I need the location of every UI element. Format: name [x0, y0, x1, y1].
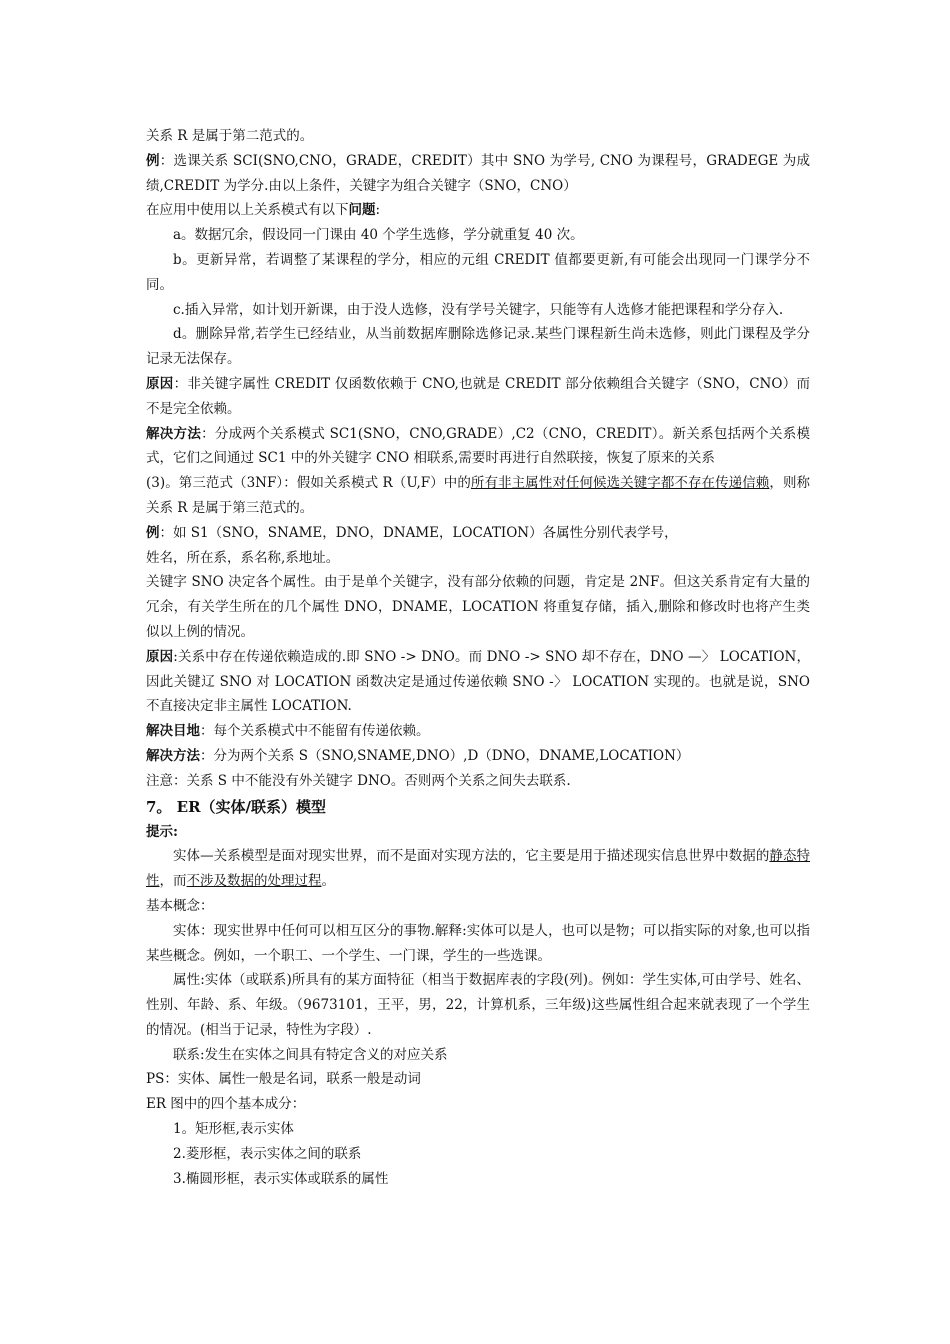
- paragraph-2nf-conclusion: 关系 R 是属于第二范式的。: [146, 128, 314, 144]
- underlined-no-processing: 不涉及数据的处理过程: [186, 873, 322, 890]
- section-heading-er-model: 7。 ER（实体/联系）模型: [146, 797, 327, 816]
- paragraph-example-sci: 例：选课关系 SCI(SNO,CNO，GRADE，CREDIT）其中 SNO 为学号, CNO 为课程号，GRADEGE 为成绩,CREDIT 为学分.由以上条件，关键字为组合关键字（SNO，CNO）: [146, 152, 810, 194]
- item-delete-anomaly: d。删除异常,若学生已经结业，从当前数据库删除选修记录.某些门课程新生尚未选修，则此门课程及学分记录无法保存。: [146, 326, 810, 368]
- item-insert-anomaly: c.插入异常，如计划开新课，由于没人选修，没有学号关键字，只能等有人选修才能把课程和学分存入.: [173, 301, 784, 318]
- item-data-redundancy: a。数据冗余，假设同一门课由 40 个学生选修，学分就重复 40 次。: [173, 227, 584, 244]
- paragraph-reason-2nf: 原因：非关键字属性 CREDIT 仅函数依赖于 CNO,也就是 CREDIT 部分依赖组合关键字（SNO，CNO）而不是完全依赖。: [146, 375, 810, 417]
- paragraph-entity: 实体：现实世界中任何可以相互区分的事物.解释:实体可以是人，也可以是物；可以指实际的对象,也可以指某些概念。例如，一个职工、一个学生、一门课，学生的一些选课。: [146, 922, 810, 964]
- paragraph-er-components: ER 图中的四个基本成分：: [146, 1096, 306, 1113]
- solution-goal-label: 解决目地: [146, 723, 200, 740]
- example-label: 例: [146, 524, 160, 541]
- underlined-static-features: 静态特性: [146, 848, 810, 890]
- tip-label: 提示:: [146, 823, 178, 840]
- document-page: [146, 124, 810, 1191]
- list-item-rectangle: 1。矩形框,表示实体: [173, 1121, 294, 1138]
- reason-label: 原因: [146, 648, 174, 665]
- example-label: 例: [146, 152, 160, 169]
- list-item-ellipse: 3.椭圆形框，表示实体或联系的属性: [173, 1170, 389, 1187]
- paragraph-sno-determines: 关键字 SNO 决定各个属性。由于是单个关键字，没有部分依赖的问题，肯定是 2NF。但这关系肯定有大量的冗余，有关学生所在的几个属性 DNO，DNAME，LOCATION 将重复存储，插入,删除和修改时也将产生类似以上例的情况。: [146, 574, 810, 640]
- paragraph-ps: PS：实体、属性一般是名词，联系一般是动词: [146, 1071, 421, 1088]
- paragraph-solution-3nf: 解决方法：分为两个关系 S（SNO,SNAME,DNO）,D（DNO，DNAME,LOCATION）: [146, 747, 690, 764]
- paragraph-er-description: 实体—关系模型是面对现实世界，而不是面对实现方法的，它主要是用于描述现实信息世界中数据的静态特性，而不涉及数据的处理过程。: [146, 848, 810, 890]
- paragraph-basic-concepts: 基本概念：: [146, 897, 214, 914]
- item-update-anomaly: b。更新异常，若调整了某课程的学分，相应的元组 CREDIT 值都要更新,有可能会出现同一门课学分不同。: [146, 251, 810, 293]
- paragraph-s1-attributes: 姓名，所在系，系名称,系地址。: [146, 549, 340, 566]
- paragraph-example-s1: 例：如 S1（SNO，SNAME，DNO，DNAME，LOCATION）各属性分别代表学号，: [146, 524, 678, 541]
- list-item-diamond: 2.菱形框，表示实体之间的联系: [173, 1145, 362, 1162]
- paragraph-reason-3nf: 原因:关系中存在传递依赖造成的.即 SNO -> DNO。而 DNO -> SNO 却不存在，DNO —〉 LOCATION，因此关键辽 SNO 对 LOCATION 函数决定是通过传递依赖 SNO -〉 LOCATION 实现的。也就是说，SNO 不直接决定非主属性 LOCATION.: [146, 648, 811, 715]
- paragraph-note: 注意：关系 S 中不能没有外关键字 DNO。否则两个关系之间失去联系.: [146, 772, 571, 789]
- paragraph-relationship: 联系:发生在实体之间具有特定含义的对应关系: [173, 1046, 448, 1063]
- paragraph-solution-goal: 解决目地：每个关系模式中不能留有传递依赖。: [146, 723, 430, 740]
- reason-label: 原因: [146, 375, 174, 392]
- paragraph-attribute: 属性:实体（或联系)所具有的某方面特征（相当于数据库表的字段(列)。例如：学生实体,可由学号、姓名、性别、年龄、系、年级。（9673101，王平，男，22，计算机系，三年级)这些属性组合起来就表现了一个学生的情况。(相当于记录，特性为字段）.: [146, 972, 810, 1038]
- problems-label: 问题: [348, 202, 376, 219]
- solution-label: 解决方法: [146, 747, 200, 764]
- paragraph-problems-intro: 在应用中使用以上关系模式有以下问题:: [146, 202, 381, 219]
- underlined-3nf-condition: 所有非主属性对任何候选关键字都不存在传递信赖: [470, 475, 770, 492]
- paragraph-3nf-definition: (3)。第三范式（3NF）：假如关系模式 R（U,F）中的所有非主属性对任何候选关键字都不存在传递信赖，则称关系 R 是属于第三范式的。: [146, 475, 811, 516]
- solution-label: 解决方法: [146, 425, 202, 442]
- paragraph-solution-2nf: 解决方法：分成两个关系模式 SC1(SNO，CNO,GRADE）,C2（CNO，CREDIT）。新关系包括两个关系模式，它们之间通过 SC1 中的外关键字 CNO 相联系,需要时再进行自然联接，恢复了原来的关系: [146, 425, 810, 467]
